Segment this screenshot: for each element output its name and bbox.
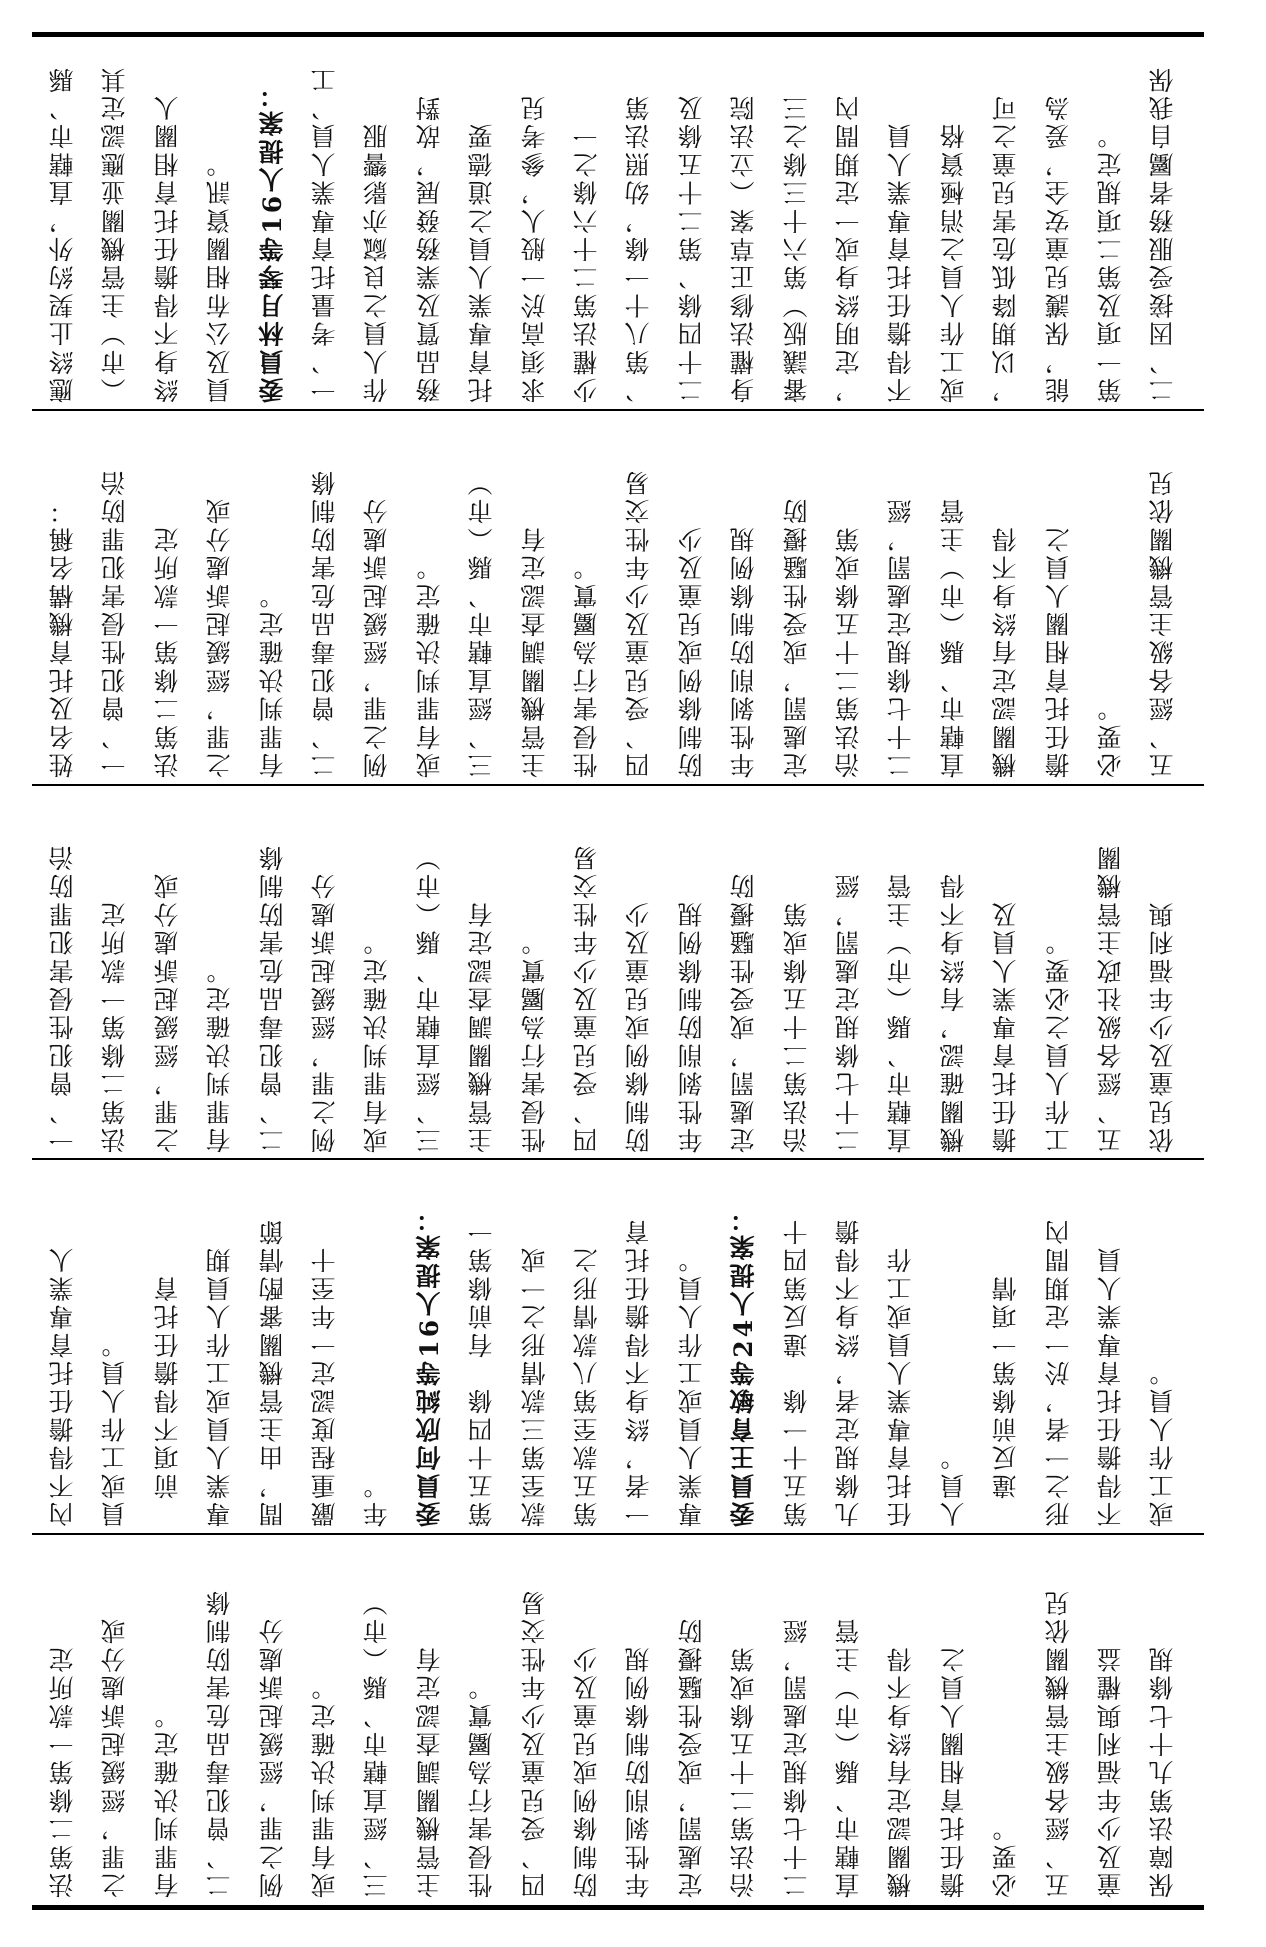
- text-line: 防制條例或兒童及少: [624, 899, 654, 1153]
- text-line: 第五十四條 有前條第一: [467, 1216, 497, 1527]
- text-line: 五、經各級社政主管機關: [1096, 842, 1125, 1153]
- text-line: 款至第三款情形之一或: [519, 1245, 549, 1527]
- text-line: 之罪，經緩起訴處分或: [152, 871, 182, 1153]
- text-line: 法第二條第一款所定: [48, 1644, 77, 1898]
- text-line: 、第八十一條，幼照法第: [624, 92, 654, 403]
- section-divider: [32, 409, 1204, 411]
- text-line: 直轄市、縣（市）主管: [938, 496, 968, 778]
- text-line: 年性剝削防制條例規: [676, 899, 706, 1153]
- text-line: 作人員之良窳亦影響服: [362, 121, 392, 403]
- text-line: 擔任托育相關人員之: [938, 1644, 968, 1898]
- text-line: 治法第二十五條或第: [729, 1644, 759, 1898]
- text-line: 員及公布相關資訊。: [205, 149, 235, 403]
- text-line: 或有罪判決確定。: [414, 552, 444, 778]
- text-line: 少權法第二十六條之一: [572, 121, 601, 403]
- text-line: 或工作人員。: [1148, 1357, 1178, 1527]
- text-line: 法第二條第一款所定: [100, 899, 130, 1153]
- text-line: 防制條例或兒童及少: [572, 1644, 601, 1898]
- text-line: 四、受兒童及少年性交易: [624, 467, 654, 778]
- text-line: 或有罪判決確定。: [362, 927, 392, 1153]
- text-line: 依兒童及少年福利與: [1148, 899, 1178, 1153]
- text-line: 能，保護兒童安全，爰為: [1043, 92, 1073, 403]
- text-line: 二、曾犯毒品危害防制條: [257, 842, 287, 1153]
- text-line: 一、曾犯性侵害犯罪防治: [48, 842, 77, 1153]
- text-line: 姓名及托育機構名稱：: [48, 496, 77, 778]
- text-line: 托育專業人員之道德要: [467, 121, 497, 403]
- text-line: 治法第二十五條或第: [834, 524, 863, 778]
- text-line: 四、受兒童及少年性交易: [519, 1587, 549, 1898]
- text-line: 年性剝削防制條例規: [624, 1644, 654, 1898]
- text-line: 必要。: [1096, 693, 1125, 778]
- text-line: 保障法第九十七條規: [1148, 1644, 1178, 1898]
- text-line: 務品質及業務發展，故對: [414, 92, 444, 403]
- text-line: 主管機關調查認定有: [467, 899, 497, 1153]
- text-line: 之罪，經緩起訴處分或: [205, 496, 235, 778]
- text-line: 直轄市、縣（市）主管: [886, 871, 916, 1153]
- text-line: 第一項及第二項規定。: [1096, 121, 1125, 403]
- text-line: 九條規定者，終身不得擔: [834, 1216, 863, 1527]
- text-line: 法第二條第一款所定: [152, 524, 182, 778]
- text-line: 定處罰，或受性騷擾防: [676, 1616, 706, 1898]
- text-line: 性侵害行為屬實。: [467, 1672, 497, 1898]
- text-line: 二十四條、第二十五條及: [676, 92, 706, 403]
- text-line: 之罪，經緩起訴處分或: [100, 1616, 130, 1898]
- text-line: 前項不得擔任托育: [152, 1273, 182, 1527]
- text-line: 審議版）第六十三條之三: [781, 92, 811, 403]
- text-line: 違反前條第一項情: [991, 1273, 1021, 1527]
- text-line: 二、因接受服務者屬自我保: [1148, 64, 1178, 403]
- text-line: 二、曾犯毒品危害防制條: [310, 467, 339, 778]
- text-line: 不得擔任托育專業人員: [1096, 1245, 1125, 1527]
- bottom-rule: [32, 1905, 1204, 1910]
- text-line: 直轄市、縣（市）主管: [834, 1616, 863, 1898]
- proposal-heading: 委員何欣純等16人提案：: [414, 1203, 444, 1527]
- text-block-3: [40, 793, 1200, 1153]
- text-line: 一、曾犯性侵害犯罪防治: [100, 467, 130, 778]
- text-line: 定處罰，或受性騷擾防: [729, 871, 759, 1153]
- text-line: 應終止契約外，直轄市、縣: [48, 64, 77, 403]
- text-line: 有罪判決確定。: [257, 580, 287, 778]
- text-line: 有罪判決確定。: [205, 955, 235, 1153]
- text-line: 求須高於一般人，參考兒: [519, 92, 549, 403]
- text-block-1: [40, 45, 1200, 403]
- text-line: 或工作人員之消極資格: [938, 121, 968, 403]
- text-line: 機關認定有終身不得: [991, 524, 1021, 778]
- text-line: 二十七條規定處罰，經: [834, 871, 863, 1153]
- section-divider: [32, 1158, 1204, 1160]
- text-line: 定處罰，或受性騷擾防: [781, 496, 811, 778]
- text-line: 擔任托育專業人員及: [991, 899, 1021, 1153]
- text-line: 五、經各級主管機關依兒: [1148, 467, 1178, 778]
- text-line: 不得擔任托育專業人員: [886, 121, 916, 403]
- proposal-heading: 委員王育敏等24人提案：: [729, 1203, 759, 1527]
- text-line: 治法第二十五條或第: [781, 899, 811, 1153]
- text-line: 擔任托育相關人員之: [1043, 524, 1073, 778]
- text-line: 童及少年福利與權益: [1096, 1644, 1125, 1898]
- text-line: 年。: [362, 1470, 392, 1527]
- text-block-5: [40, 1542, 1200, 1898]
- text-line: 二十七條規定處罰，經: [781, 1616, 811, 1898]
- text-line: 例之罪，經緩起訴處分: [362, 496, 392, 778]
- text-line: 機關認定有終身不得: [886, 1644, 916, 1898]
- text-line: 人員。: [938, 1442, 968, 1527]
- proposal-heading: 委員林月琴等16人提案：: [257, 79, 287, 403]
- text-line: 性侵害行為屬實。: [572, 552, 601, 778]
- section-divider: [32, 784, 1204, 786]
- text-line: 例之罪，經緩起訴處分: [310, 871, 339, 1153]
- text-line: 專業人員或工作人員期: [205, 1245, 235, 1527]
- text-line: 任托育專業人員或工作: [886, 1245, 916, 1527]
- text-line: 三、經直轄市、縣（市）: [414, 842, 444, 1153]
- text-line: 年性剝削防制條例規: [729, 524, 759, 778]
- text-line: 工作人員之必要。: [1043, 927, 1073, 1153]
- text-line: 有罪判決確定。: [152, 1700, 182, 1898]
- text-line: 第五款至第八款情形之: [572, 1245, 601, 1527]
- text-line: 或有罪判決確定。: [310, 1672, 339, 1898]
- text-line: 內不得擔任托育專業人: [48, 1245, 77, 1527]
- text-line: 二十七條規定處罰，經: [886, 496, 916, 778]
- top-rule: [32, 32, 1204, 37]
- text-line: 一、考量托育專業人員、工: [310, 64, 339, 403]
- text-line: 防制條例或兒童及少: [676, 524, 706, 778]
- text-line: 嚴重程度認定一年至十: [310, 1245, 339, 1527]
- text-line: 必要。: [991, 1813, 1021, 1898]
- text-line: ，以期降低危害兒童之可: [991, 92, 1021, 403]
- text-line: ，定明終身或一定期間內: [834, 92, 863, 403]
- text-line: 性侵害行為屬實。: [519, 927, 549, 1153]
- text-line: 四、受兒童及少年性交易: [572, 842, 601, 1153]
- text-line: 五、經各級主管機關依兒: [1043, 1587, 1073, 1898]
- text-line: 身權法修正草案（立法院: [729, 92, 759, 403]
- text-line: 終身不得擔任托育相關人: [152, 92, 182, 403]
- text-line: 主管機關調查認定有: [519, 524, 549, 778]
- text-block-4: [40, 1167, 1200, 1527]
- text-line: （市）主管機關並應認定其: [100, 64, 130, 403]
- text-line: 二、曾犯毒品危害防制條: [205, 1587, 235, 1898]
- text-line: 機關確認，有終身不得: [938, 871, 968, 1153]
- text-line: 第五十一條 違反第四十: [781, 1216, 811, 1527]
- text-line: 形之一者，於一定期間內: [1043, 1216, 1073, 1527]
- text-line: 間，由主管機關審酌情節: [257, 1216, 287, 1527]
- section-divider: [32, 1533, 1204, 1535]
- text-line: 三、經直轄市、縣（市）: [362, 1587, 392, 1898]
- text-line: 員或工作人員。: [100, 1329, 130, 1527]
- text-line: 例之罪，經緩起訴處分: [257, 1616, 287, 1898]
- text-line: 一者，終身不得擔任托育: [624, 1216, 654, 1527]
- text-line: 三、經直轄市、縣（市）: [467, 467, 497, 778]
- text-block-2: [40, 418, 1200, 778]
- text-line: 專業人員或工作人員。: [676, 1245, 706, 1527]
- text-line: 主管機關調查認定有: [414, 1644, 444, 1898]
